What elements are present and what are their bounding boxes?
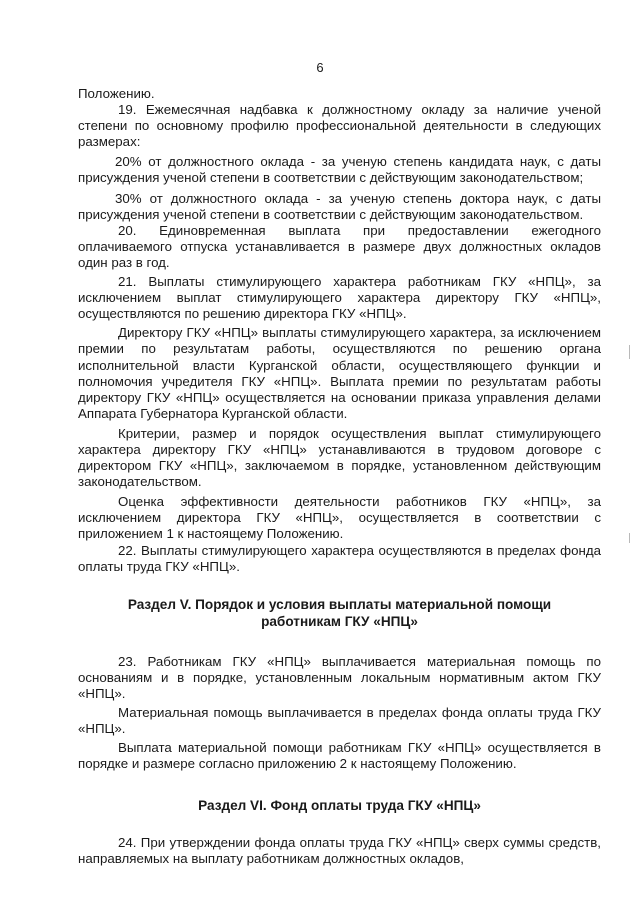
paragraph-20: 20. Единовременная выплата при предоставлении ежегодного оплачиваемого отпуска устанавливается в размере двух должностных окладов один раз в год. [78, 222, 601, 270]
paragraph-24: 24. При утверждении фонда оплаты труда ГКУ «НПЦ» сверх суммы средств, направляемых на выплату работникам должностных окладов, [78, 835, 601, 867]
section-5-heading-line-2: работникам ГКУ «НПЦ» [261, 613, 418, 629]
paragraph-23: 23. Работникам ГКУ «НПЦ» выплачивается материальная помощь по основаниям и в порядке, установленным локальным нормативным актом ГКУ «НПЦ». [78, 653, 601, 701]
document-body [78, 86, 601, 868]
paragraph-21-director: Директору ГКУ «НПЦ» выплаты стимулирующего характера, за исключением премии по результатам работы, осуществляются по решению органа исполнительной власти Курганской области, осуществляющего функции и полномочия учредителя ГКУ «НПЦ». Выплата премии по результатам работы директору ГКУ «НПЦ» осуществляется на основании приказа управления делами Аппарата Губернатора Курганской области. [78, 325, 601, 421]
page-number: 6 [316, 60, 324, 75]
scan-margin-mark [629, 533, 630, 543]
paragraph-22: 22. Выплаты стимулирующего характера осуществляются в пределах фонда оплаты труда ГКУ «НПЦ». [78, 542, 601, 574]
paragraph-21-evaluation: Оценка эффективности деятельности работников ГКУ «НПЦ», за исключением директора ГКУ «НПЦ», осуществляется в соответствии с приложением 1 к настоящему Положению. [78, 494, 601, 542]
paragraph-continuation: Положению. [78, 86, 155, 101]
paragraph-23-order: Выплата материальной помощи работникам ГКУ «НПЦ» осуществляется в порядке и размере согласно приложению 2 к настоящему Положению. [78, 740, 601, 772]
section-6-heading: Раздел VI. Фонд оплаты труда ГКУ «НПЦ» [198, 798, 481, 814]
paragraph-19-doctor: 30% от должностного оклада - за ученую степень доктора наук, с даты присуждения ученой степени в соответствии с действующим законодательством. [78, 190, 601, 222]
paragraph-21: 21. Выплаты стимулирующего характера работникам ГКУ «НПЦ», за исключением выплат стимулирующего характера директору ГКУ «НПЦ», осуществляются по решению директора ГКУ «НПЦ». [78, 274, 601, 322]
paragraph-21-criteria: Критерии, размер и порядок осуществления выплат стимулирующего характера директору ГКУ «НПЦ» устанавливаются в трудовом договоре с директором ГКУ «НПЦ», заключаемом в порядке, установленном действующим законодательством. [78, 425, 601, 490]
paragraph-19-candidate: 20% от должностного оклада - за ученую степень кандидата наук, с даты присуждения ученой степени в соответствии с действующим законодательством; [78, 154, 601, 186]
section-5-heading-line-1: Раздел V. Порядок и условия выплаты материальной помощи [127, 596, 552, 612]
paragraph-19: 19. Ежемесячная надбавка к должностному окладу за наличие ученой степени по основному профилю профессиональной деятельности в следующих размерах: [78, 102, 601, 150]
scan-margin-mark [629, 345, 630, 359]
paragraph-23-limit: Материальная помощь выплачивается в пределах фонда оплаты труда ГКУ «НПЦ». [78, 705, 601, 737]
